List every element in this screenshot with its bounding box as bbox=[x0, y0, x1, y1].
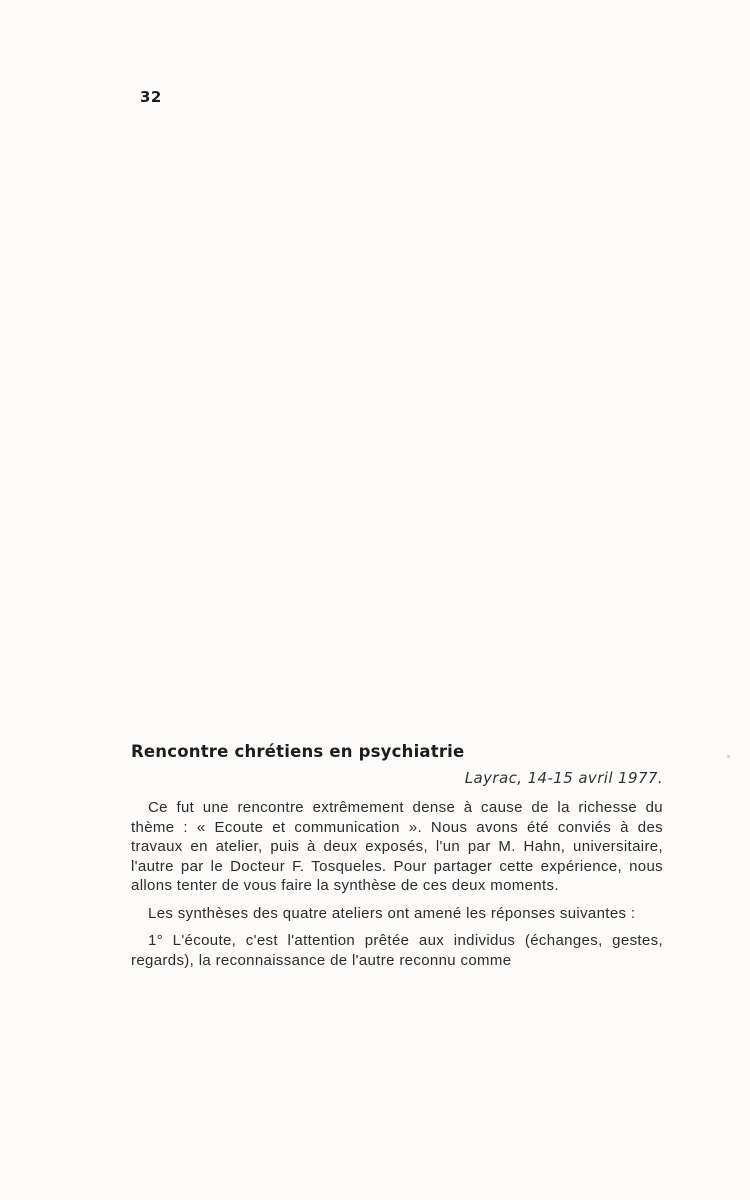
paper-speck bbox=[727, 755, 730, 758]
paragraph-1: Ce fut une rencontre extrêmement dense à cause de la richesse du thème : « Ecoute et communication ». Nous avons été conviés à des travaux en atelier, puis à deux exposés, l'un par M. Hahn, universitaire, l'autre par le Docteur F. Tosqueles. Pour partager cette expérience, nous allons tenter de vous faire la synthèse de ces deux moments. bbox=[131, 799, 663, 894]
paragraph-3: 1° L'écoute, c'est l'attention prêtée aux individus (échanges, gestes, regards), la reconnaissance de l'autre reconnu comme bbox=[131, 932, 663, 969]
article bbox=[131, 742, 663, 970]
article-title: Rencontre chrétiens en psychiatrie bbox=[131, 742, 465, 761]
page-number: 32 bbox=[140, 88, 162, 106]
dateline: Layrac, 14-15 avril 1977. bbox=[464, 769, 663, 787]
paragraph-2: Les synthèses des quatre ateliers ont amené les réponses suivantes : bbox=[148, 904, 636, 922]
